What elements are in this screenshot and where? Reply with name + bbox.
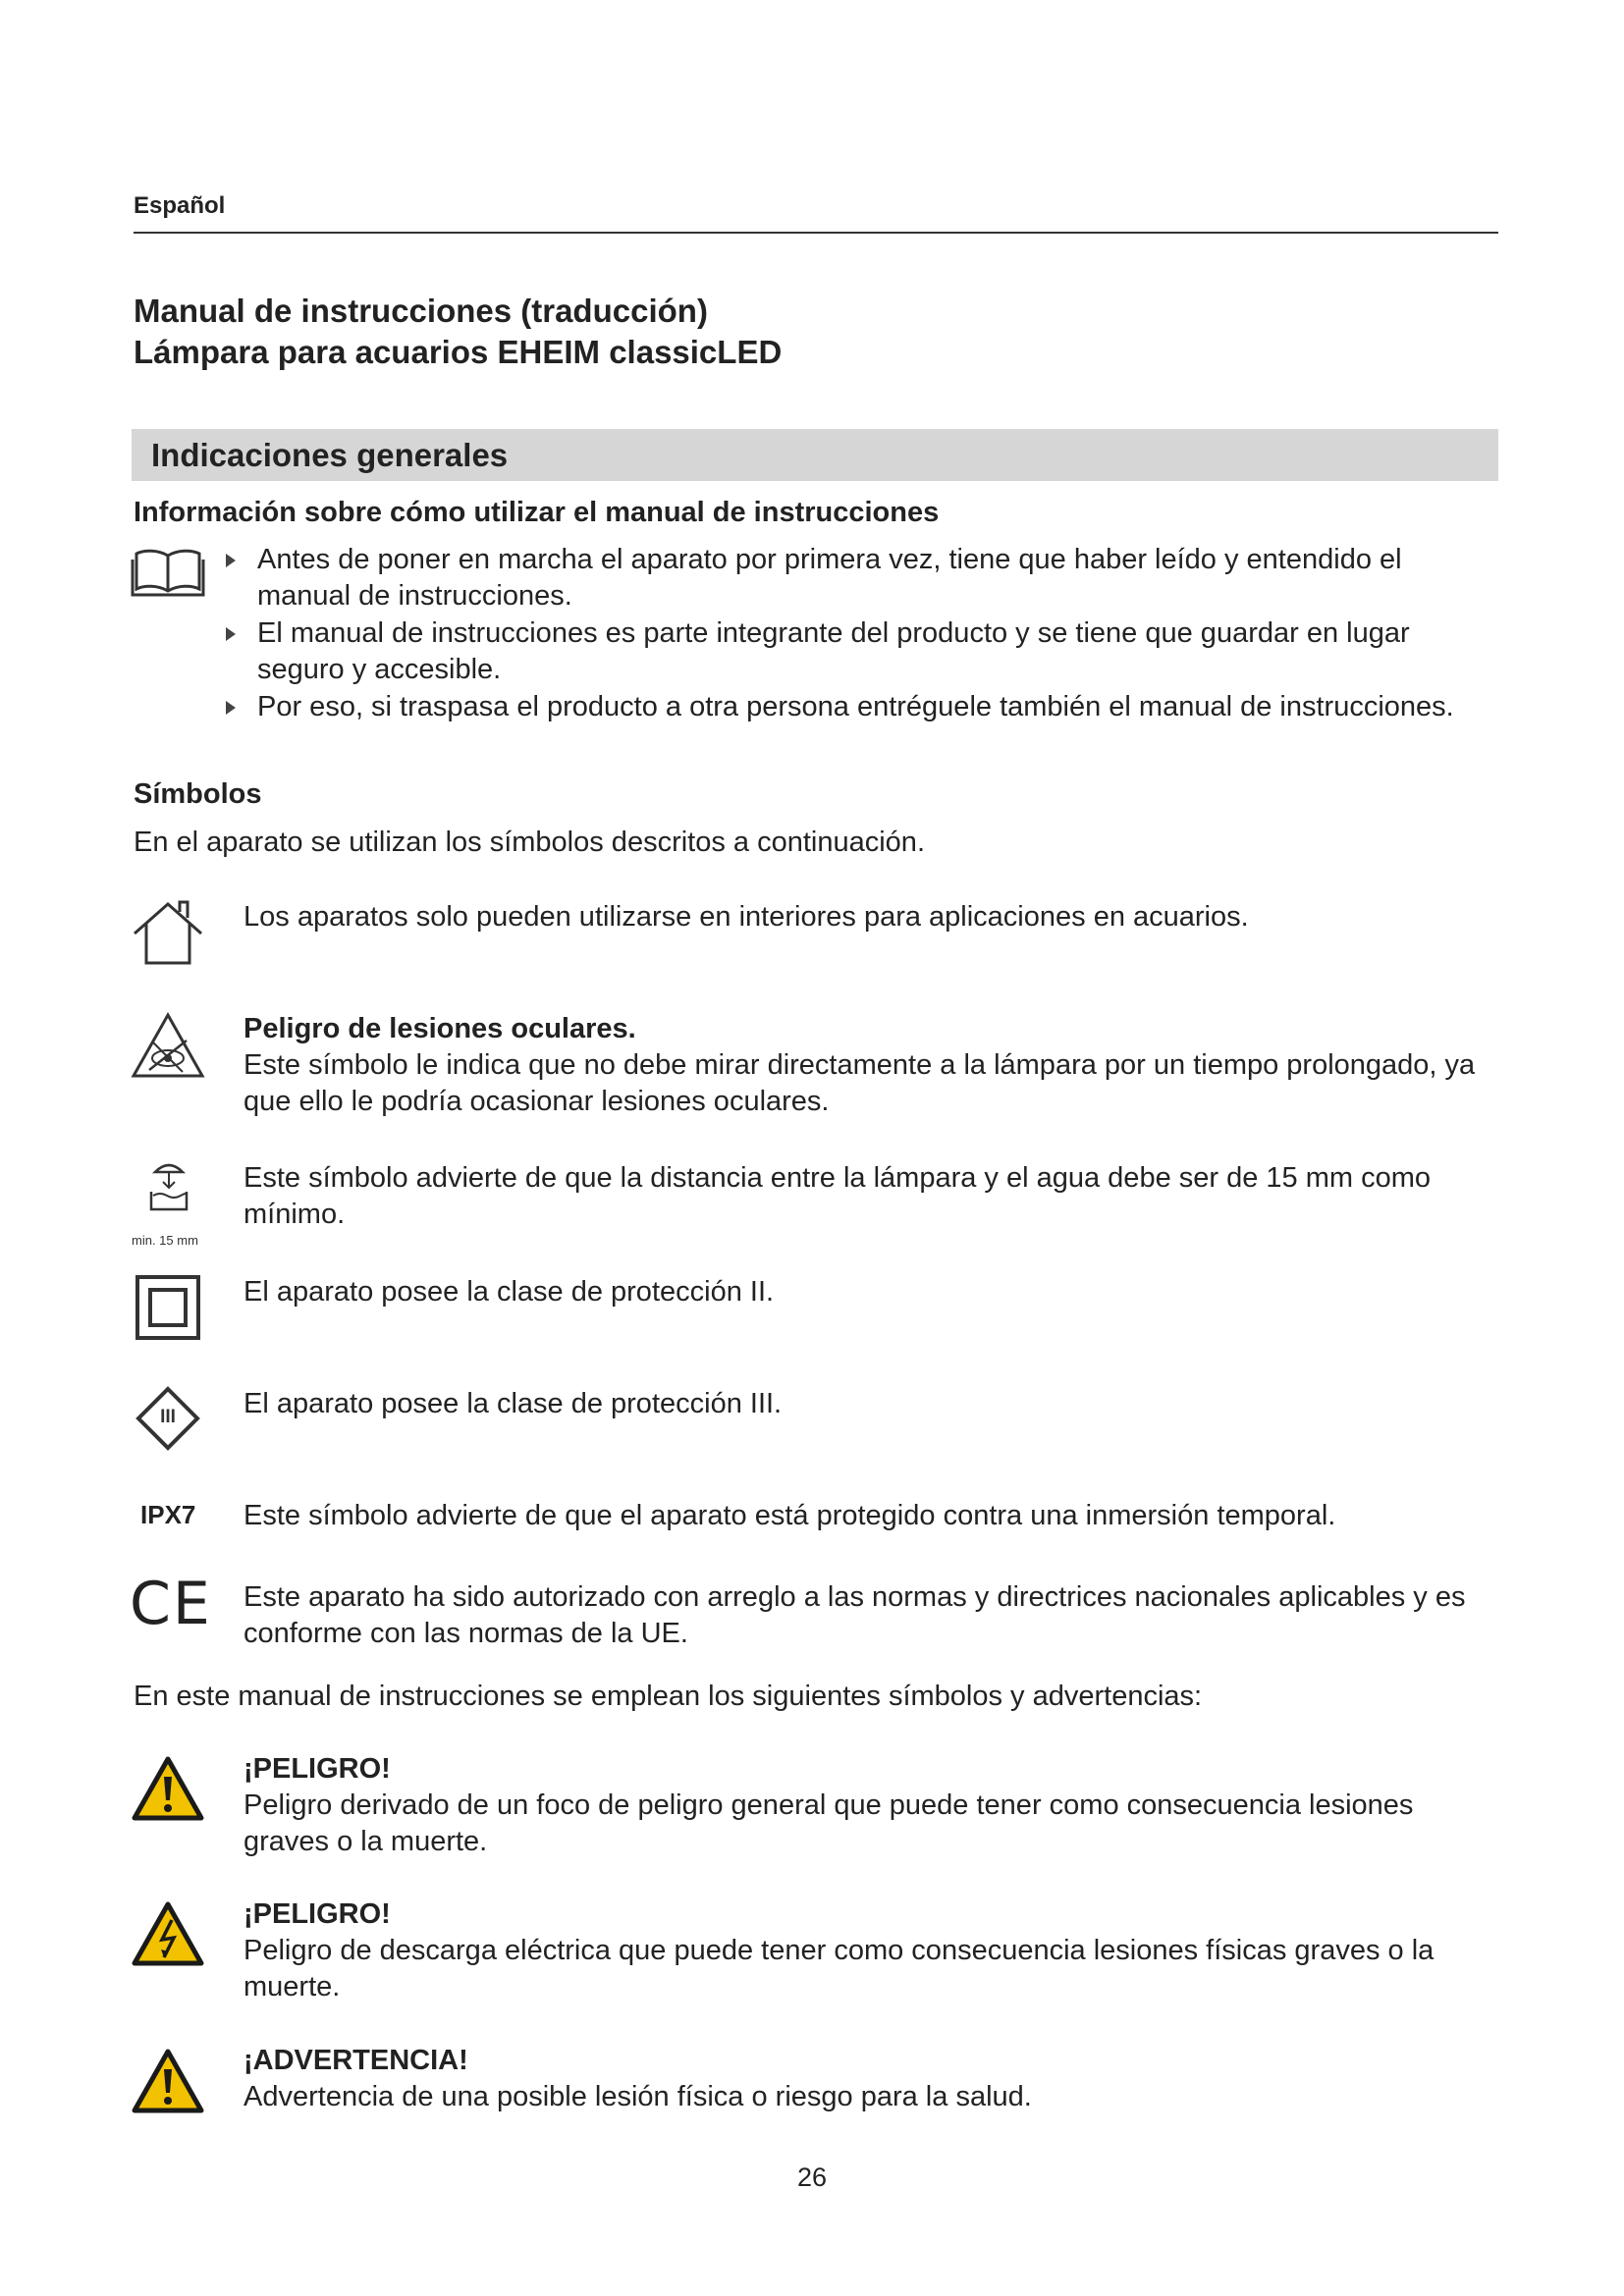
list-item: El manual de instrucciones es parte integrante del producto y se tiene que guardar en lugar seguro y accesible.	[226, 615, 1502, 688]
book-icon	[131, 546, 205, 599]
warning-advertencia-block	[244, 2043, 1500, 2115]
symbol-ce-text: Este aparato ha sido autorizado con arreglo a las normas y directrices nacionales aplicables y es conforme con las normas de la UE.	[244, 1581, 1466, 1649]
section-heading: Indicaciones generales	[151, 437, 509, 473]
warning-advertencia-text: Advertencia de una posible lesión física o riesgo para la salud.	[244, 2081, 1032, 2112]
header-divider	[134, 232, 1498, 234]
symbol-class3-text: El aparato posee la clase de protección III.	[244, 1388, 783, 1419]
warning-danger-text: Peligro derivado de un foco de peligro general que puede tener como consecuencia lesiones graves o la muerte.	[244, 1789, 1414, 1857]
page-number: 26	[796, 2163, 828, 2192]
indoor-house-icon	[131, 898, 205, 967]
title-line-1: Manual de instrucciones (traducción)	[134, 293, 708, 329]
symbol-eye-text: Este símbolo le indica que no debe mirar directamente a la lámpara por un tiempo prolongado, ya que ello le podría ocasionar lesiones oculares.	[244, 1049, 1476, 1117]
class3-numeral: III	[160, 1407, 176, 1427]
language-label: Español	[134, 192, 226, 219]
eye-injury-warning-icon	[130, 1011, 206, 1080]
manual-info-heading: Información sobre cómo utilizar el manual de instrucciones	[134, 497, 940, 528]
title-line-2: Lámpara para acuarios EHEIM classicLED	[134, 334, 783, 370]
page-title	[134, 291, 782, 373]
bullet-arrow-icon	[226, 627, 236, 641]
symbols-heading: Símbolos	[134, 778, 262, 810]
bullet-arrow-icon	[226, 554, 236, 567]
ipx7-label: IPX7	[140, 1500, 196, 1529]
symbol-class2-text: El aparato posee la clase de protección II.	[244, 1276, 775, 1308]
ce-mark-icon: CE	[130, 1570, 212, 1638]
electric-danger-icon	[131, 1900, 205, 1967]
section-heading-bar	[132, 429, 1498, 481]
symbol-eye-title: Peligro de lesiones oculares.	[244, 1013, 636, 1044]
warning-electric-title: ¡PELIGRO!	[244, 1898, 391, 1930]
warnings-intro: En este manual de instrucciones se emplean los siguientes símbolos y advertencias:	[134, 1681, 1203, 1712]
protection-class-2-icon	[135, 1274, 201, 1341]
list-item: Antes de poner en marcha el aparato por primera vez, tiene que haber leído y entendido el manual de instrucciones.	[226, 542, 1502, 614]
warning-danger-block	[244, 1751, 1500, 1860]
symbols-intro: En el aparato se utilizan los símbolos descritos a continuación.	[134, 827, 925, 858]
symbol-indoor-text: Los aparatos solo pueden utilizarse en interiores para aplicaciones en acuarios.	[244, 901, 1249, 933]
symbol-ipx7-text: Este símbolo advierte de que el aparato está protegido contra una inmersión temporal.	[244, 1500, 1336, 1531]
warning-advertencia-title: ¡ADVERTENCIA!	[244, 2045, 468, 2076]
min-distance-caption: min. 15 mm	[132, 1233, 198, 1248]
warning-electric-text: Peligro de descarga eléctrica que puede tener como consecuencia lesiones físicas graves o la muerte.	[244, 1935, 1435, 2002]
min-distance-icon	[147, 1158, 190, 1213]
general-danger-icon	[131, 1755, 205, 1822]
warning-electric-block	[244, 1896, 1500, 2005]
symbol-eye-block	[244, 1011, 1500, 1120]
protection-class-3-icon	[135, 1386, 200, 1451]
manual-info-list	[226, 542, 1502, 726]
warning-icon	[131, 2048, 205, 2114]
warning-danger-title: ¡PELIGRO!	[244, 1753, 391, 1785]
bullet-arrow-icon	[226, 701, 236, 715]
symbol-distance-text: Este símbolo advierte de que la distancia entre la lámpara y el agua debe ser de 15 mm como mínimo.	[244, 1162, 1432, 1230]
list-item: Por eso, si traspasa el producto a otra persona entréguele también el manual de instrucciones.	[226, 689, 1502, 725]
